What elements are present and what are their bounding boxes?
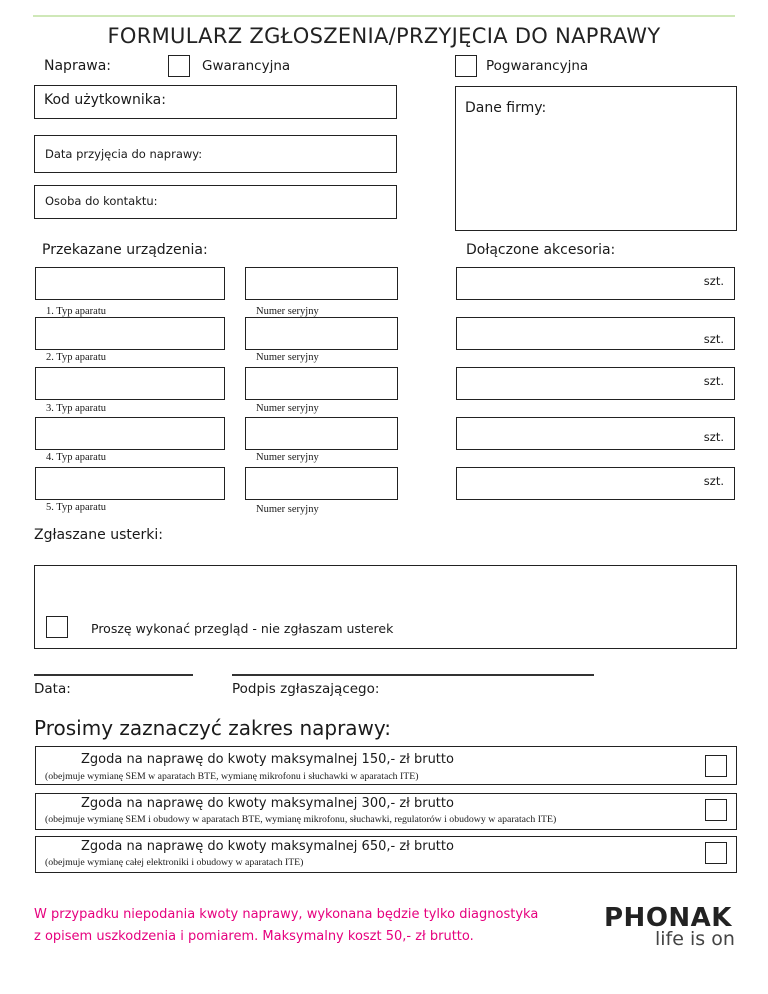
option-checkbox-1[interactable] [705, 755, 727, 777]
user-code-field[interactable] [34, 85, 397, 119]
notice-line-1: W przypadku niepodania kwoty naprawy, wykonana będzie tylko diagnostyka [34, 907, 539, 922]
signature-line[interactable] [232, 674, 594, 676]
device-serial-label-5: Numer seryjny [256, 504, 319, 515]
scope-heading: Prosimy zaznaczyć zakres naprawy: [34, 716, 392, 740]
company-field[interactable] [455, 86, 737, 231]
post-warranty-label: Pogwarancyjna [486, 58, 589, 74]
device-type-field-4[interactable] [35, 417, 225, 450]
top-divider [33, 15, 735, 17]
accessory-pcs-2: szt. [703, 332, 724, 346]
warranty-label: Gwarancyjna [202, 58, 291, 74]
option-title-1: Zgoda na naprawę do kwoty maksymalnej 150,- zł brutto [81, 752, 454, 767]
company-label: Dane firmy: [465, 100, 547, 116]
devices-label: Przekazane urządzenia: [42, 242, 208, 258]
device-type-field-5[interactable] [35, 467, 225, 500]
review-label: Proszę wykonać przegląd - nie zgłaszam usterek [91, 621, 394, 636]
device-type-field-3[interactable] [35, 367, 225, 400]
warranty-checkbox[interactable] [168, 55, 190, 77]
date-received-field[interactable] [34, 135, 397, 173]
device-type-label-3: 3. Typ aparatu [46, 403, 107, 414]
device-type-label-5: 5. Typ aparatu [46, 502, 107, 513]
contact-field[interactable] [34, 185, 397, 219]
signature-label: Podpis zgłaszającego: [232, 681, 380, 697]
date-received-label: Data przyjęcia do naprawy: [45, 147, 203, 161]
repair-option-1 [35, 746, 737, 785]
device-type-label-1: 1. Typ aparatu [46, 306, 107, 317]
accessory-pcs-1: szt. [703, 274, 724, 288]
device-serial-label-4: Numer seryjny [256, 452, 319, 463]
accessory-field-3[interactable] [456, 367, 735, 400]
device-serial-field-1[interactable] [245, 267, 398, 300]
option-desc-3: (obejmuje wymianę całej elektroniki i obudowy w aparatach ITE) [45, 857, 304, 868]
date-line[interactable] [34, 674, 193, 676]
accessory-pcs-3: szt. [703, 374, 724, 388]
accessory-field-4[interactable] [456, 417, 735, 450]
contact-label: Osoba do kontaktu: [45, 194, 158, 208]
device-serial-label-3: Numer seryjny [256, 403, 319, 414]
phonak-logo: PHONAK [604, 903, 732, 933]
repair-option-2 [35, 793, 737, 830]
user-code-label: Kod użytkownika: [44, 92, 166, 108]
device-serial-label-2: Numer seryjny [256, 352, 319, 363]
device-type-field-1[interactable] [35, 267, 225, 300]
accessory-field-1[interactable] [456, 267, 735, 300]
option-title-3: Zgoda na naprawę do kwoty maksymalnej 650,- zł brutto [81, 839, 454, 854]
device-serial-field-5[interactable] [245, 467, 398, 500]
device-serial-field-3[interactable] [245, 367, 398, 400]
repair-type-label: Naprawa: [44, 58, 112, 74]
device-serial-label-1: Numer seryjny [256, 306, 319, 317]
device-type-label-2: 2. Typ aparatu [46, 352, 107, 363]
accessory-field-2[interactable] [456, 317, 735, 350]
option-checkbox-2[interactable] [705, 799, 727, 821]
accessory-pcs-5: szt. [703, 474, 724, 488]
accessories-label: Dołączone akcesoria: [466, 242, 616, 258]
form-title: FORMULARZ ZGŁOSZENIA/PRZYJĘCIA DO NAPRAWY [107, 24, 661, 48]
faults-label: Zgłaszane usterki: [34, 527, 163, 543]
option-desc-2: (obejmuje wymianę SEM i obudowy w aparatach BTE, wymianę mikrofonu, słuchawki, regulatorów i obudowy w aparatach ITE) [45, 814, 557, 825]
notice-text [34, 904, 538, 948]
notice-line-2: z opisem uszkodzenia i pomiarem. Maksymalny koszt 50,- zł brutto. [34, 929, 474, 944]
phonak-tagline: life is on [655, 928, 735, 950]
option-checkbox-3[interactable] [705, 842, 727, 864]
accessory-field-5[interactable] [456, 467, 735, 500]
review-checkbox[interactable] [46, 616, 68, 638]
faults-field[interactable] [34, 565, 737, 649]
option-desc-1: (obejmuje wymianę SEM w aparatach BTE, wymianę mikrofonu i słuchawki w aparatach ITE) [45, 771, 419, 782]
option-title-2: Zgoda na naprawę do kwoty maksymalnej 300,- zł brutto [81, 796, 454, 811]
date-label: Data: [34, 681, 71, 697]
accessory-pcs-4: szt. [703, 430, 724, 444]
device-type-field-2[interactable] [35, 317, 225, 350]
device-type-label-4: 4. Typ aparatu [46, 452, 107, 463]
device-serial-field-2[interactable] [245, 317, 398, 350]
post-warranty-checkbox[interactable] [455, 55, 477, 77]
device-serial-field-4[interactable] [245, 417, 398, 450]
repair-option-3 [35, 836, 737, 873]
